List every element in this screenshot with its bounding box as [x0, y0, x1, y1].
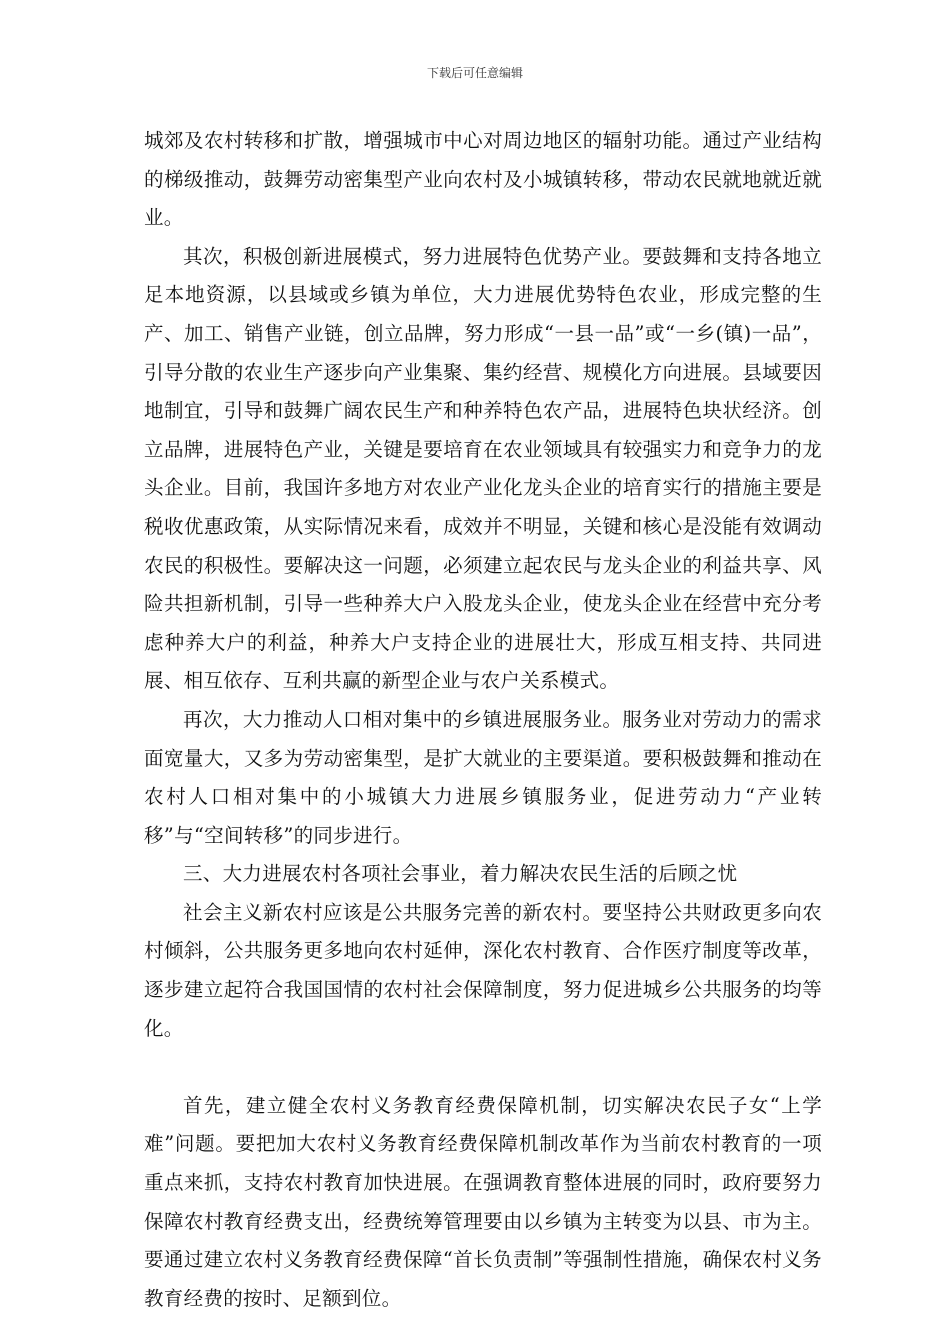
paragraph-public-services: 社会主义新农村应该是公共服务完善的新农村。要坚持公共财政更多向农村倾斜，公共服务更多地向农村延伸，深化农村教育、合作医疗制度等改革，逐步建立起符合我国国情的农村社会保障制度，努力促进城乡公共服务的均等化。	[144, 900, 822, 1040]
paragraph-continuation: 城郊及农村转移和扩散，增强城市中心对周边地区的辐射功能。通过产业结构的梯级推动，鼓舞劳动密集型产业向农村及小城镇转移，带动农民就地就近就业。	[144, 129, 822, 230]
section-heading-social-undertakings: 三、大力进展农村各项社会事业，着力解决农民生活的后顾之忧	[183, 862, 738, 886]
paragraph-characteristic-industries: 其次，积极创新进展模式，努力进展特色优势产业。要鼓舞和支持各地立足本地资源，以县域或乡镇为单位，大力进展优势特色农业，形成完整的生产、加工、销售产业链，创立品牌，努力形成“一县一品”或“一乡(镇)一品”，引导分散的农业生产逐步向产业集聚、集约经营、规模化方向进展。县域要因地制宜，引导和鼓舞广阔农民生产和种养特色农产品，进展特色块状经济。创立品牌，进展特色产业，关键是要培育在农业领域具有较强实力和竞争力的龙头企业。目前，我国许多地方对农业产业化龙头企业的培育实行的措施主要是税收优惠政策，从实际情况来看，成效并不明显，关键和核心是没能有效调动农民的积极性。要解决这一问题，必须建立起农民与龙头企业的利益共享、风险共担新机制，引导一些种养大户入股龙头企业，使龙头企业在经营中充分考虑种养大户的利益，种养大户支持企业的进展壮大，形成互相支持、共同进展、相互依存、互利共赢的新型企业与农户关系模式。	[144, 244, 822, 693]
paragraph-compulsory-education: 首先，建立健全农村义务教育经费保障机制，切实解决农民子女“上学难”问题。要把加大农村义务教育经费保障机制改革作为当前农村教育的一项重点来抓，支持农村教育加快进展。在强调教育整体进展的同时，政府要努力保障农村教育经费支出，经费统筹管理要由以乡镇为主转变为以县、市为主。要通过建立农村义务教育经费保障“首长负责制”等强制性措施，确保农村义务教育经费的按时、足额到位。	[144, 1093, 822, 1310]
document-body	[144, 122, 822, 1318]
page-header: 下载后可任意编辑	[426, 66, 523, 80]
paragraph-service-industry: 再次，大力推动人口相对集中的乡镇进展服务业。服务业对劳动力的需求面宽量大，又多为劳动密集型，是扩大就业的主要渠道。要积极鼓舞和推动在农村人口相对集中的小城镇大力进展乡镇服务业，促进劳动力“产业转移”与“空间转移”的同步进行。	[144, 707, 822, 847]
